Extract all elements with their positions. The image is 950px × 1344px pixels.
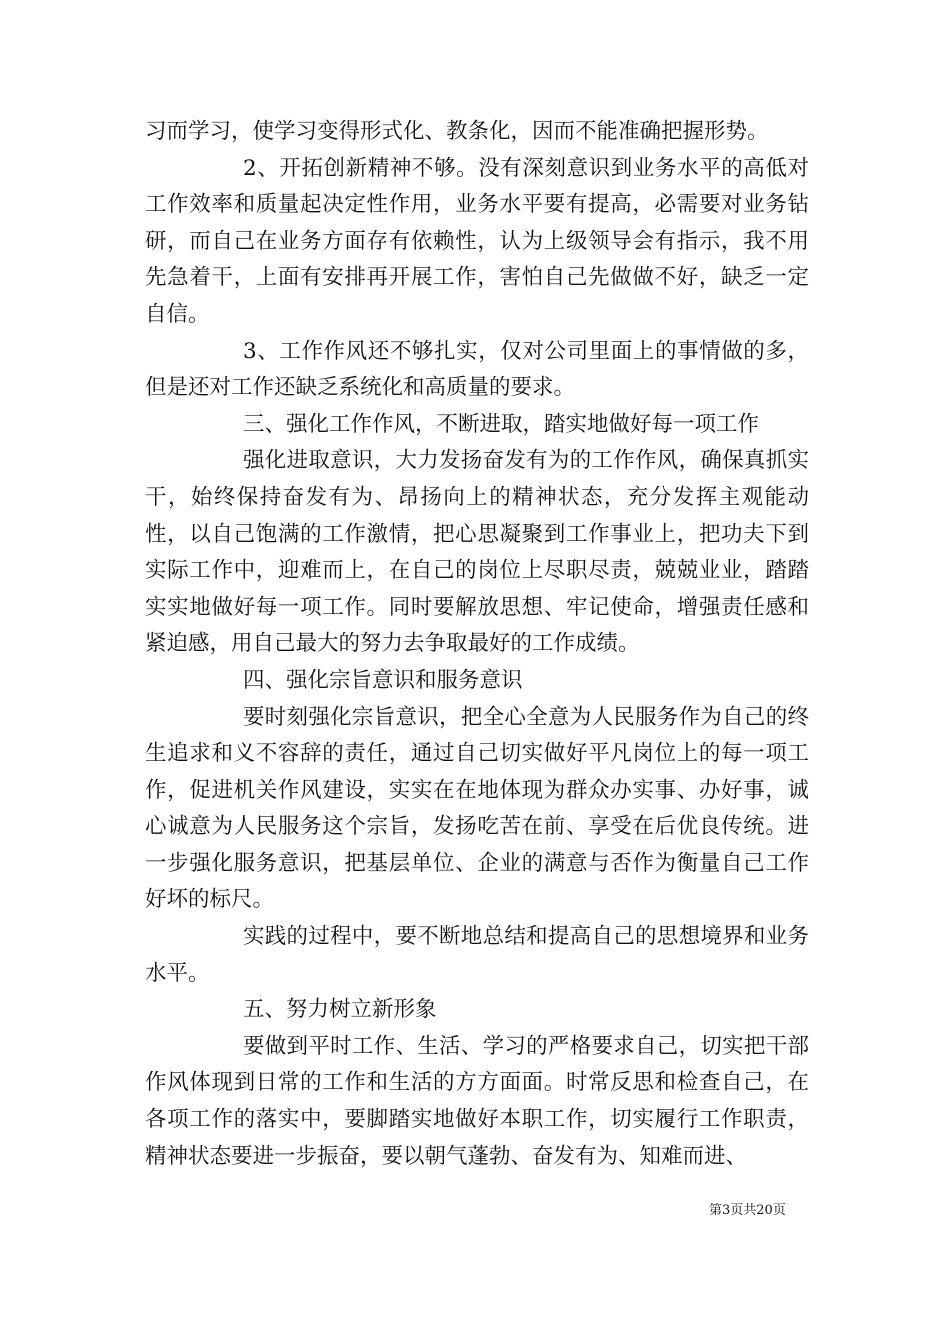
paragraph-7: 要做到平时工作、生活、学习的严格要求自己，切实把干部作风体现到日常的工作和生活的方方面面。时常反思和检查自己，在各项工作的落实中，要脚踏实地做好本职工作，切实履行工作职责，精神状态要进一步振奋，要以朝气蓬勃、奋发有为、知难而进、 (145, 1033, 809, 1169)
paragraph-1: 习而学习，使学习变得形式化、教条化，因而不能准确把握形势。 (145, 119, 769, 144)
document-body (145, 114, 809, 1175)
paragraph-5: 要时刻强化宗旨意识，把全心全意为人民服务作为自己的终生追求和义不容辞的责任，通过自己切实做好平凡岗位上的每一项工作，促进机关作风建设，实实在在地体现为群众办实事、办好事，诚心诚意为人民服务这个宗旨，发扬吃苦在前、享受在后优良传统。进一步强化服务意识，把基层单位、企业的满意与否作为衡量自己工作好坏的标尺。 (145, 704, 809, 913)
paragraph-4: 强化进取意识，大力发扬奋发有为的工作作风，确保真抓实干，始终保持奋发有为、昂扬向上的精神状态，充分发挥主观能动性，以自己饱满的工作激情，把心思凝聚到工作事业上，把功夫下到实际工作中，迎难而上，在自己的岗位上尽职尽责，兢兢业业，踏踏实实地做好每一项工作。同时要解放思想、牢记使命，增强责任感和紧迫感，用自己最大的努力去争取最好的工作成绩。 (145, 448, 809, 657)
section-heading-4: 四、强化宗旨意识和服务意识 (243, 667, 523, 693)
section-heading-3: 三、强化工作作风，不断进取，踏实地做好每一项工作 (243, 411, 760, 437)
page-number: 第3页共20页 (709, 1203, 786, 1218)
section-heading-5: 五、努力树立新形象 (243, 997, 437, 1023)
paragraph-2: 2、开拓创新精神不够。没有深刻意识到业务水平的高低对工作效率和质量起决定性作用，业务水平要有提高，必需要对业务钻研，而自己在业务方面存有依赖性，认为上级领导会有指示，我不用先急着干，上面有安排再开展工作，害怕自己先做做不好，缺乏一定自信。 (145, 155, 809, 327)
paragraph-3: 3、工作作风还不够扎实，仅对公司里面上的事情做的多，但是还对工作还缺乏系统化和高质量的要求。 (145, 338, 809, 401)
paragraph-6: 实践的过程中，要不断地总结和提高自己的思想境界和业务水平。 (145, 924, 809, 986)
